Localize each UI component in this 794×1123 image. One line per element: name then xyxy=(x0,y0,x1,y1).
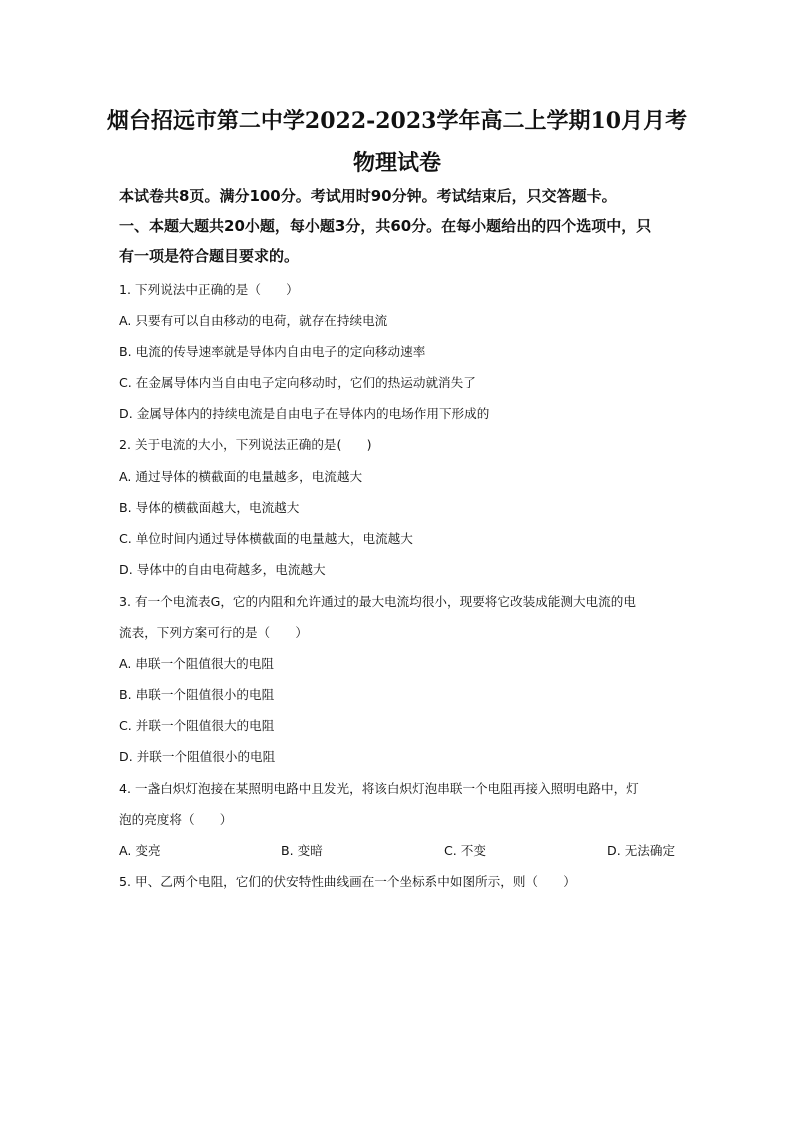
page-subtitle: 物理试卷 xyxy=(352,150,441,176)
question-2-option-d: D. 导体中的自由电荷越多，电流越大 xyxy=(119,562,326,577)
exam-instructions: 本试卷共8页。满分100分。考试用时90分钟。考试结束后，只交答题卡。 xyxy=(119,187,617,205)
question-5-stem: 5. 甲、乙两个电阻，它们的伏安特性曲线画在一个坐标系中如图所示，则（ ） xyxy=(119,874,576,889)
section-heading-continued: 有一项是符合题目要求的。 xyxy=(119,247,300,265)
question-3-option-b: B. 串联一个阻值很小的电阻 xyxy=(119,687,275,702)
question-4-option-a: A. 变亮 xyxy=(119,843,161,858)
question-4-option-c: C. 不变 xyxy=(444,843,486,858)
question-3-option-c: C. 并联一个阻值很大的电阻 xyxy=(119,718,275,733)
question-3-stem-continued: 流表，下列方案可行的是（ ） xyxy=(119,625,308,640)
question-1-option-d: D. 金属导体内的持续电流是自由电子在导体内的电场作用下形成的 xyxy=(119,406,490,421)
question-4-stem-continued: 泡的亮度将（ ） xyxy=(119,812,233,827)
question-2-option-a: A. 通过导体的横截面的电量越多，电流越大 xyxy=(119,469,363,484)
question-4-option-d: D. 无法确定 xyxy=(607,843,676,858)
question-3-option-d: D. 并联一个阻值很小的电阻 xyxy=(119,749,276,764)
question-2-option-c: C. 单位时间内通过导体横截面的电量越大，电流越大 xyxy=(119,531,413,546)
question-2-stem: 2. 关于电流的大小，下列说法正确的是( ) xyxy=(119,437,372,452)
question-1-option-a: A. 只要有可以自由移动的电荷，就存在持续电流 xyxy=(119,313,388,328)
question-1-option-b: B. 电流的传导速率就是导体内自由电子的定向移动速率 xyxy=(119,344,426,359)
question-2-option-b: B. 导体的横截面越大，电流越大 xyxy=(119,500,300,515)
question-4-stem: 4. 一盏白炽灯泡接在某照明电路中且发光，将该白炽灯泡串联一个电阻再接入照明电路中，灯 xyxy=(119,781,639,796)
page-title: 烟台招远市第二中学2022-2023学年高二上学期10月月考 xyxy=(106,108,688,134)
question-1-stem: 1. 下列说法中正确的是（ ） xyxy=(119,282,299,297)
question-3-option-a: A. 串联一个阻值很大的电阻 xyxy=(119,656,274,671)
question-4-option-b: B. 变暗 xyxy=(281,843,323,858)
question-1-option-c: C. 在金属导体内当自由电子定向移动时，它们的热运动就消失了 xyxy=(119,375,476,390)
question-3-stem: 3. 有一个电流表G，它的内阻和允许通过的最大电流均很小，现要将它改装成能测大电流的电 xyxy=(119,594,636,609)
section-heading: 一、本题大题共20小题，每小题3分，共60分。在每小题给出的四个选项中，只 xyxy=(119,217,652,235)
